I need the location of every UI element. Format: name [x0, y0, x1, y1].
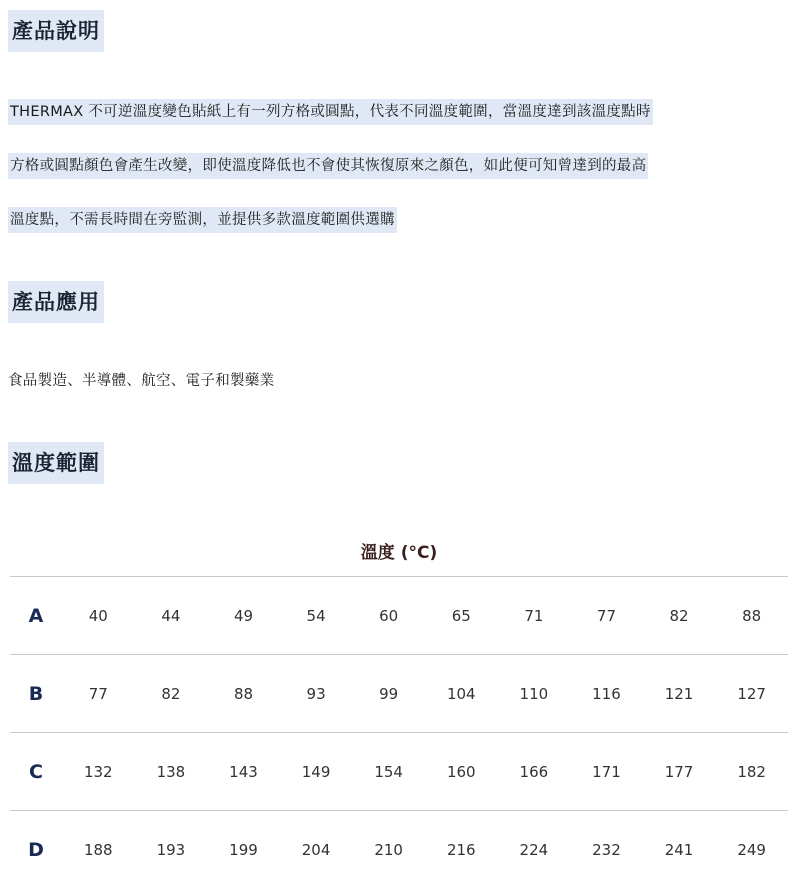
- temperature-cell: 82: [135, 655, 208, 733]
- temperature-cell: 104: [425, 655, 498, 733]
- temperature-cell: 182: [715, 733, 788, 811]
- temperature-cell: 204: [280, 811, 353, 889]
- temperature-cell: 88: [715, 577, 788, 655]
- temperature-cell: 177: [643, 733, 716, 811]
- temperature-cell: 110: [498, 655, 571, 733]
- temperature-cell: 132: [62, 733, 135, 811]
- applications-heading: 產品應用: [8, 281, 104, 323]
- temperature-cell: 249: [715, 811, 788, 889]
- temperature-cell: 121: [643, 655, 716, 733]
- range-heading: 溫度範圍: [8, 442, 104, 484]
- temperature-cell: 224: [498, 811, 571, 889]
- temperature-cell: 71: [498, 577, 571, 655]
- temperature-cell: 210: [352, 811, 425, 889]
- temperature-cell: 40: [62, 577, 135, 655]
- temperature-cell: 149: [280, 733, 353, 811]
- row-label: A: [10, 577, 62, 655]
- table-row: [10, 811, 788, 889]
- row-label: D: [10, 811, 62, 889]
- temperature-cell: 60: [352, 577, 425, 655]
- temperature-cell: 188: [62, 811, 135, 889]
- temperature-cell: 127: [715, 655, 788, 733]
- temperature-table: [10, 576, 788, 889]
- row-label: B: [10, 655, 62, 733]
- temperature-cell: 143: [207, 733, 280, 811]
- description-line-1: THERMAX 不可逆溫度變色貼紙上有一列方格或圓點，代表不同溫度範圍，當溫度達到該溫度點時: [8, 99, 653, 125]
- temperature-cell: 193: [135, 811, 208, 889]
- description-line-3: 溫度點，不需長時間在旁監測，並提供多款溫度範圍供選購: [8, 207, 397, 233]
- table-caption: 溫度 (°C): [360, 543, 438, 563]
- temperature-cell: 49: [207, 577, 280, 655]
- description-heading: 產品說明: [8, 10, 104, 52]
- temperature-cell: 44: [135, 577, 208, 655]
- temperature-cell: 82: [643, 577, 716, 655]
- table-row: [10, 577, 788, 655]
- temperature-cell: 88: [207, 655, 280, 733]
- temperature-cell: 199: [207, 811, 280, 889]
- temperature-cell: 138: [135, 733, 208, 811]
- temperature-cell: 54: [280, 577, 353, 655]
- temperature-cell: 166: [498, 733, 571, 811]
- temperature-cell: 216: [425, 811, 498, 889]
- temperature-cell: 99: [352, 655, 425, 733]
- temperature-cell: 241: [643, 811, 716, 889]
- temperature-cell: 77: [570, 577, 643, 655]
- temperature-cell: 77: [62, 655, 135, 733]
- table-row: [10, 655, 788, 733]
- row-label: C: [10, 733, 62, 811]
- temperature-cell: 171: [570, 733, 643, 811]
- temperature-cell: 65: [425, 577, 498, 655]
- temperature-cell: 93: [280, 655, 353, 733]
- temperature-cell: 116: [570, 655, 643, 733]
- temperature-cell: 232: [570, 811, 643, 889]
- description-line-2: 方格或圓點顏色會產生改變，即使溫度降低也不會使其恢復原來之顏色，如此便可知曾達到的最高: [8, 153, 648, 179]
- table-row: [10, 733, 788, 811]
- applications-text: 食品製造、半導體、航空、電子和製藥業: [8, 373, 275, 389]
- temperature-cell: 160: [425, 733, 498, 811]
- temperature-cell: 154: [352, 733, 425, 811]
